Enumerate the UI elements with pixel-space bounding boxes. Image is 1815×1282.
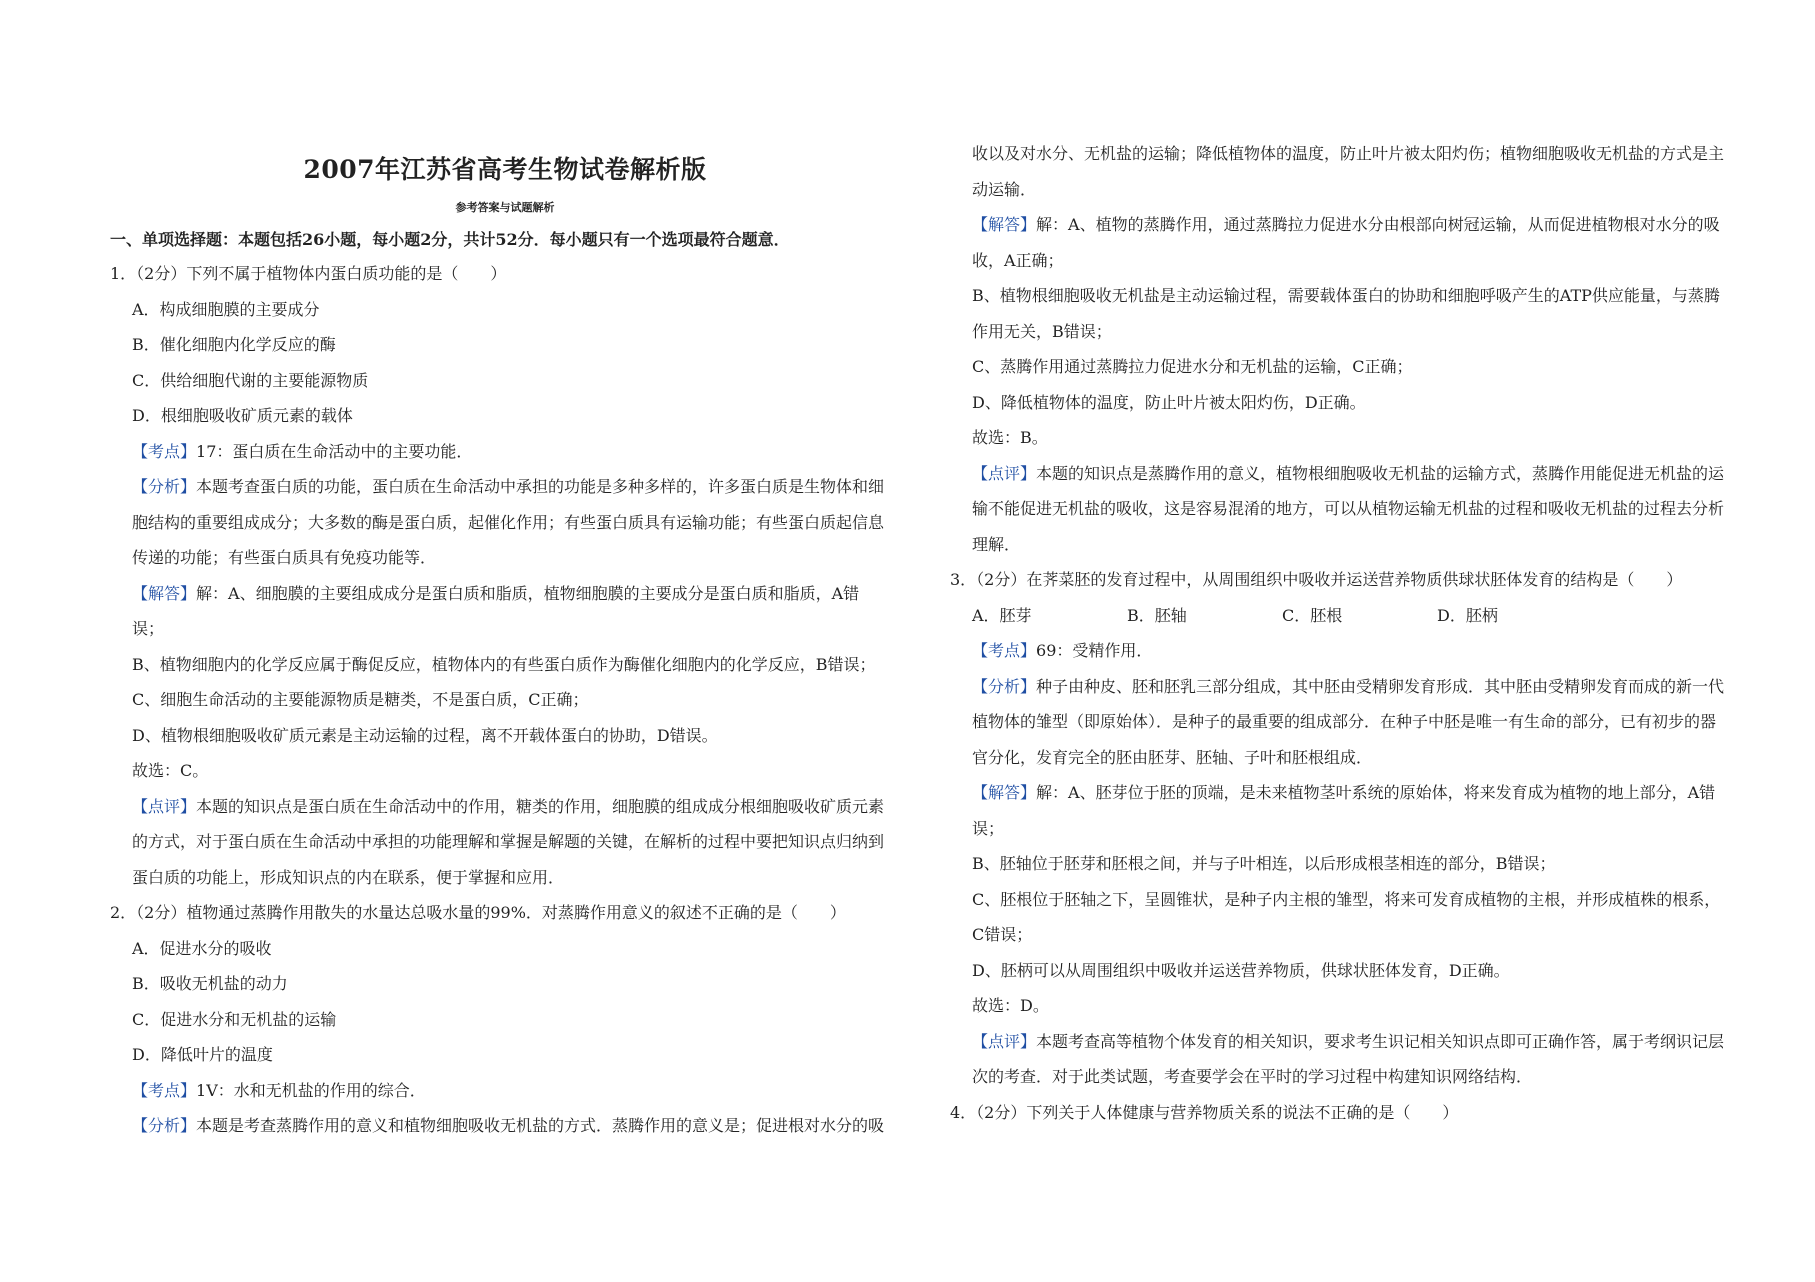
text-line xyxy=(110,548,436,568)
option-item: B．胚轴 xyxy=(1127,605,1187,625)
option-item: C．胚根 xyxy=(1282,605,1343,625)
line-text: 故选：C。 xyxy=(132,761,209,780)
text-line xyxy=(110,406,353,426)
line-text: 动运输． xyxy=(972,179,1037,199)
text-line xyxy=(110,761,208,781)
line-text: B、植物细胞内的化学反应属于酶促反应，植物体内的有些蛋白质作为酶催化细胞内的化学反应，B错误； xyxy=(132,654,876,674)
text-line xyxy=(950,712,1716,732)
text-line xyxy=(110,513,884,533)
line-text: 次的考查．对于此类试题，考查要学会在平时的学习过程中构建知识网络结构． xyxy=(972,1067,1533,1086)
line-text: B．催化细胞内化学反应的酶 xyxy=(132,335,336,354)
text-line xyxy=(950,819,1004,839)
text-line xyxy=(950,286,1720,306)
line-text: 收，A正确； xyxy=(972,250,1064,270)
line-text: 解：A、胚芽位于胚的顶端，是未来植物茎叶系统的原始体，将来发育成为植物的地上部分，A错 xyxy=(1036,783,1716,802)
text-line xyxy=(110,655,876,675)
line-text: 2．（2分）植物通过蒸腾作用散失的水量达总吸水量的99%．对蒸腾作用意义的叙述不正确的是（ ） xyxy=(110,903,846,922)
section-heading: 一、单项选择题：本题包括26小题，每小题2分，共计52分．每小题只有一个选项最符合题意． xyxy=(110,230,790,249)
text-line xyxy=(110,300,320,320)
text-line xyxy=(110,974,288,994)
line-text: 官分化，发育完全的胚由胚芽、胚轴、子叶和胚根组成． xyxy=(972,747,1373,767)
label-tag: 【分析】 xyxy=(132,1116,197,1135)
line-text: C、蒸腾作用通过蒸腾拉力促进水分和无机盐的运输，C正确； xyxy=(972,357,1413,376)
label-tag: 【分析】 xyxy=(132,477,197,496)
line-text: 收以及对水分、无机盐的运输；降低植物体的温度，防止叶片被太阳灼伤；植物细胞吸收无机盐的方式是主 xyxy=(972,144,1725,163)
text-line xyxy=(110,584,859,604)
text-line xyxy=(110,335,336,355)
line-text: 17：蛋白质在生命活动中的主要功能． xyxy=(196,441,473,461)
text-line xyxy=(950,251,1064,271)
text-line xyxy=(950,1067,1532,1087)
text-line xyxy=(950,322,1112,342)
text-line xyxy=(110,939,272,959)
text-line xyxy=(110,690,589,710)
line-text: B、植物根细胞吸收无机盐是主动运输过程，需要载体蛋白的协助和细胞呼吸产生的ATP供应能量，与蒸腾 xyxy=(972,286,1720,305)
label-tag: 【解答】 xyxy=(972,783,1037,802)
text-line xyxy=(950,570,1682,590)
text-line xyxy=(110,619,164,639)
text-line xyxy=(950,606,1592,626)
label-tag: 【考点】 xyxy=(132,441,197,461)
text-line xyxy=(110,832,884,852)
line-text: 69：受精作用． xyxy=(1036,641,1153,660)
line-text: C、胚根位于胚轴之下，呈圆锥状，是种子内主根的雏型，将来可发育成植物的主根，并形成植株的根系， xyxy=(972,889,1721,909)
text-line xyxy=(110,903,846,923)
page-subtitle: 参考答案与试题解析 xyxy=(455,201,555,214)
line-text: C错误； xyxy=(972,925,1033,944)
text-line xyxy=(950,677,1724,697)
text-line xyxy=(110,1116,884,1136)
text-line xyxy=(950,1032,1724,1052)
line-text: B．吸收无机盐的动力 xyxy=(132,974,288,993)
line-text: 故选：B。 xyxy=(972,428,1048,447)
line-text: 1V：水和无机盐的作用的综合． xyxy=(196,1080,426,1100)
text-line xyxy=(950,961,1510,981)
text-line xyxy=(950,357,1413,377)
line-text: D．降低叶片的温度 xyxy=(132,1045,273,1064)
line-text: 作用无关，B错误； xyxy=(972,321,1112,341)
line-text: D、植物根细胞吸收矿质元素是主动运输的过程，离不开载体蛋白的协助，D错误。 xyxy=(132,725,718,745)
text-line xyxy=(950,144,1724,164)
option-item: A．胚芽 xyxy=(972,605,1032,625)
line-text: 本题考查高等植物个体发育的相关知识，要求考生识记相关知识点即可正确作答，属于考纲识记层 xyxy=(1036,1031,1725,1051)
label-tag: 【点评】 xyxy=(132,796,197,816)
line-text: 理解． xyxy=(972,534,1021,554)
text-line xyxy=(110,442,472,462)
line-text: D、胚柄可以从周围组织中吸收并运送营养物质，供球状胚体发育，D正确。 xyxy=(972,960,1510,980)
line-text: 种子由种皮、胚和胚乳三部分组成，其中胚由受精卵发育形成．其中胚由受精卵发育而成的新一代 xyxy=(1036,676,1725,696)
text-line xyxy=(110,264,506,284)
line-text: 胞结构的重要组成成分；大多数的酶是蛋白质，起催化作用；有些蛋白质具有运输功能；有些蛋白质起信息 xyxy=(132,512,885,532)
text-line xyxy=(950,393,1366,413)
option-item: D．胚柄 xyxy=(1437,605,1498,625)
text-line xyxy=(110,1010,336,1030)
text-line xyxy=(950,890,1720,910)
line-text: D、降低植物体的温度，防止叶片被太阳灼伤，D正确。 xyxy=(972,392,1366,412)
label-tag: 【点评】 xyxy=(972,1031,1037,1051)
line-text: 解：A、植物的蒸腾作用，通过蒸腾拉力促进水分由根部向树冠运输，从而促进植物根对水分的吸 xyxy=(1036,215,1720,234)
page-title: 2007年江苏省高考生物试卷解析版 xyxy=(303,155,707,184)
text-line xyxy=(950,641,1152,661)
label-tag: 【点评】 xyxy=(972,463,1037,483)
text-line xyxy=(950,499,1724,519)
line-text: 3．（2分）在荠菜胚的发育过程中，从周围组织中吸收并运送营养物质供球状胚体发育的结构是（ ） xyxy=(950,570,1683,589)
text-line xyxy=(950,464,1724,484)
label-tag: 【考点】 xyxy=(132,1080,197,1100)
line-text: 解：A、细胞膜的主要组成成分是蛋白质和脂质，植物细胞膜的主要成分是蛋白质和脂质，A错 xyxy=(196,583,860,603)
text-line xyxy=(110,797,884,817)
text-line xyxy=(950,854,1556,874)
text-line xyxy=(950,215,1720,235)
line-text: 本题的知识点是蒸腾作用的意义，植物根细胞吸收无机盐的运输方式，蒸腾作用能促进无机盐的运 xyxy=(1036,463,1725,483)
line-text: 本题是考查蒸腾作用的意义和植物细胞吸收无机盐的方式．蒸腾作用的意义是；促进根对水分的吸 xyxy=(196,1116,885,1135)
label-tag: 【解答】 xyxy=(972,215,1037,234)
text-line xyxy=(110,1081,426,1101)
line-text: D．根细胞吸收矿质元素的载体 xyxy=(132,406,353,425)
line-text: 的方式，对于蛋白质在生命活动中承担的功能理解和掌握是解题的关键，在解析的过程中要把知识点归纳到 xyxy=(132,832,885,851)
line-text: 4．（2分）下列关于人体健康与营养物质关系的说法不正确的是（ ） xyxy=(950,1102,1459,1122)
text-line xyxy=(950,428,1048,448)
line-text: 误； xyxy=(132,619,165,638)
line-text: C．供给细胞代谢的主要能源物质 xyxy=(132,370,369,390)
text-line xyxy=(950,996,1049,1016)
text-line xyxy=(110,1045,273,1065)
line-text: 传递的功能；有些蛋白质具有免疫功能等． xyxy=(132,548,437,567)
text-line xyxy=(950,925,1032,945)
text-line xyxy=(950,783,1715,803)
line-text: 植物体的雏型（即原始体）．是种子的最重要的组成部分．在种子中胚是唯一有生命的部分，已有初步的器 xyxy=(972,712,1717,731)
text-line xyxy=(950,1103,1458,1123)
text-line xyxy=(110,726,718,746)
text-line xyxy=(110,477,884,497)
line-text: C．促进水分和无机盐的运输 xyxy=(132,1009,337,1029)
line-text: C、细胞生命活动的主要能源物质是糖类，不是蛋白质，C正确； xyxy=(132,690,589,709)
label-tag: 【分析】 xyxy=(972,676,1037,696)
line-text: A．促进水分的吸收 xyxy=(132,938,272,958)
line-text: B、胚轴位于胚芽和胚根之间，并与子叶相连，以后形成根茎相连的部分，B错误； xyxy=(972,854,1556,873)
text-line xyxy=(950,748,1372,768)
text-line xyxy=(110,371,368,391)
text-line xyxy=(950,180,1036,200)
text-line xyxy=(110,868,564,888)
label-tag: 【考点】 xyxy=(972,641,1037,660)
line-text: 蛋白质的功能上，形成知识点的内在联系，便于掌握和应用． xyxy=(132,867,565,887)
line-text: 输不能促进无机盐的吸收，这是容易混淆的地方，可以从植物运输无机盐的过程和吸收无机盐的过程去分析 xyxy=(972,499,1725,518)
label-tag: 【解答】 xyxy=(132,583,197,603)
line-text: 本题的知识点是蛋白质在生命活动中的作用，糖类的作用，细胞膜的组成成分根细胞吸收矿质元素 xyxy=(196,796,885,816)
line-text: A．构成细胞膜的主要成分 xyxy=(132,299,320,319)
line-text: 1．（2分）下列不属于植物体内蛋白质功能的是（ ） xyxy=(110,264,507,283)
line-text: 本题考查蛋白质的功能，蛋白质在生命活动中承担的功能是多种多样的，许多蛋白质是生物体和细 xyxy=(196,477,885,496)
text-line xyxy=(950,535,1020,555)
line-text: 误； xyxy=(972,818,1005,838)
line-text: 故选：D。 xyxy=(972,996,1049,1015)
